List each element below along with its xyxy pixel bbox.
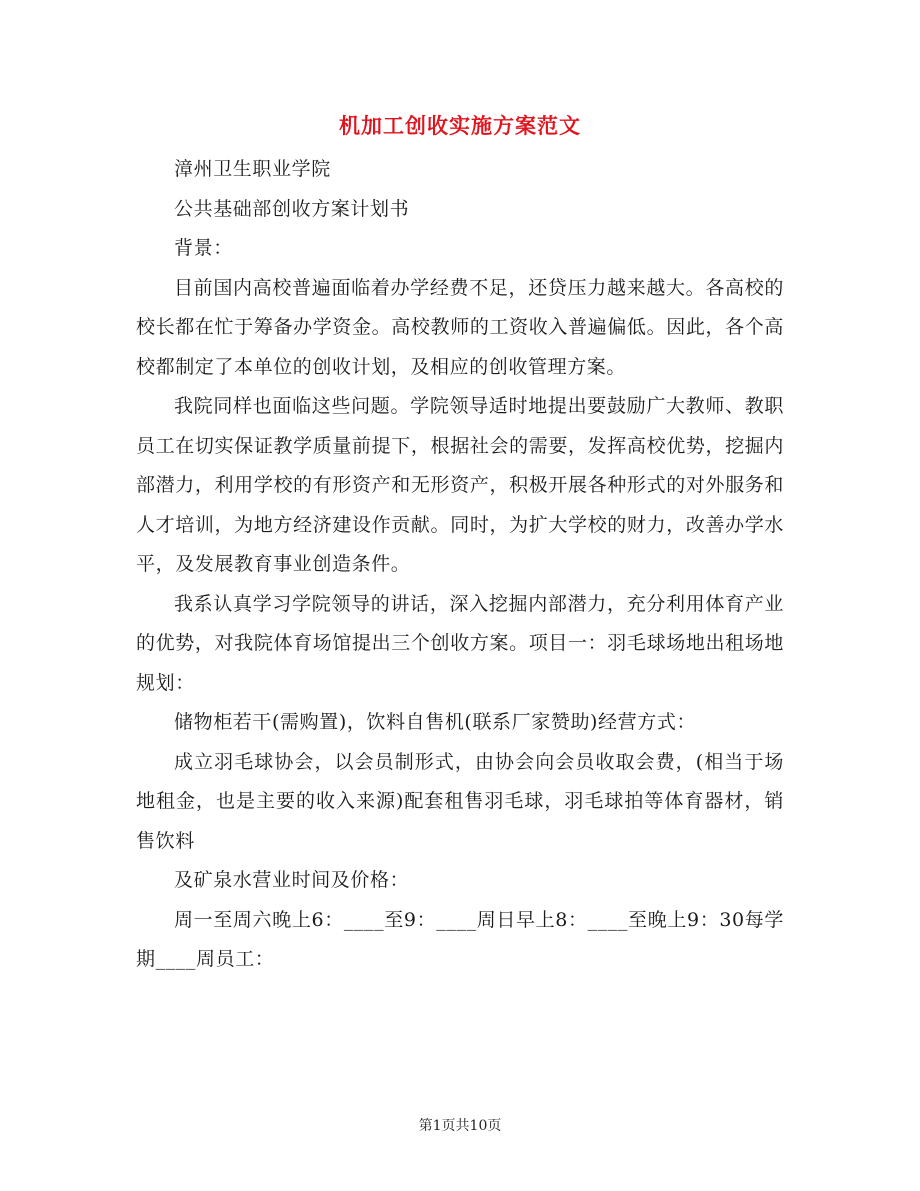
paragraph-school-name: 漳州卫生职业学院 xyxy=(174,158,331,180)
paragraph-background: 目前国内高校普遍面临着办学经费不足，还贷压力越来越大。各高校的校长都在忙于筹备办学资金。高校教师的工资收入普遍偏低。因此，各个高校都制定了本单位的创收计划，及相应的创收管理方案。 xyxy=(136,276,784,378)
paragraph-college-issues: 我院同样也面临这些问题。学院领导适时地提出要鼓励广大教师、教职员工在切实保证教学质量前提下，根据社会的需要，发挥高校优势，挖掘内部潜力，利用学校的有形资产和无形资产，积极开展各种形式的对外服务和人才培训，为地方经济建设作贡献。同时，为扩大学校的财力，改善办学水平，及发展教育事业创造条件。 xyxy=(136,395,784,575)
document-title: 机加工创收实施方案范文 xyxy=(339,113,581,138)
paragraph-hours-heading: 及矿泉水营业时间及价格： xyxy=(174,869,410,891)
paragraph-facilities: 储物柜若干(需购置)，饮料自售机(联系厂家赞助)经营方式： xyxy=(174,711,697,733)
document-body xyxy=(136,150,784,980)
paragraph-operation-mode: 成立羽毛球协会，以会员制形式，由协会向会员收取会费，(相当于场地租金，也是主要的收入来源)配套租售羽毛球，羽毛球拍等体育器材，销售饮料 xyxy=(136,750,784,852)
paragraph-department-plan: 我系认真学习学院领导的讲话，深入挖掘内部潜力，充分利用体育产业的优势，对我院体育场馆提出三个创收方案。项目一：羽毛球场地出租场地规划： xyxy=(136,592,784,694)
paragraph-background-heading: 背景： xyxy=(174,237,233,259)
paragraph-plan-name: 公共基础部创收方案计划书 xyxy=(174,197,410,220)
page-number-footer: 第1页共10页 xyxy=(418,1118,502,1134)
paragraph-schedule: 周一至周六晚上6：____至9：____周日早上8：____至晚上9：30每学期____周员工： xyxy=(136,908,784,970)
